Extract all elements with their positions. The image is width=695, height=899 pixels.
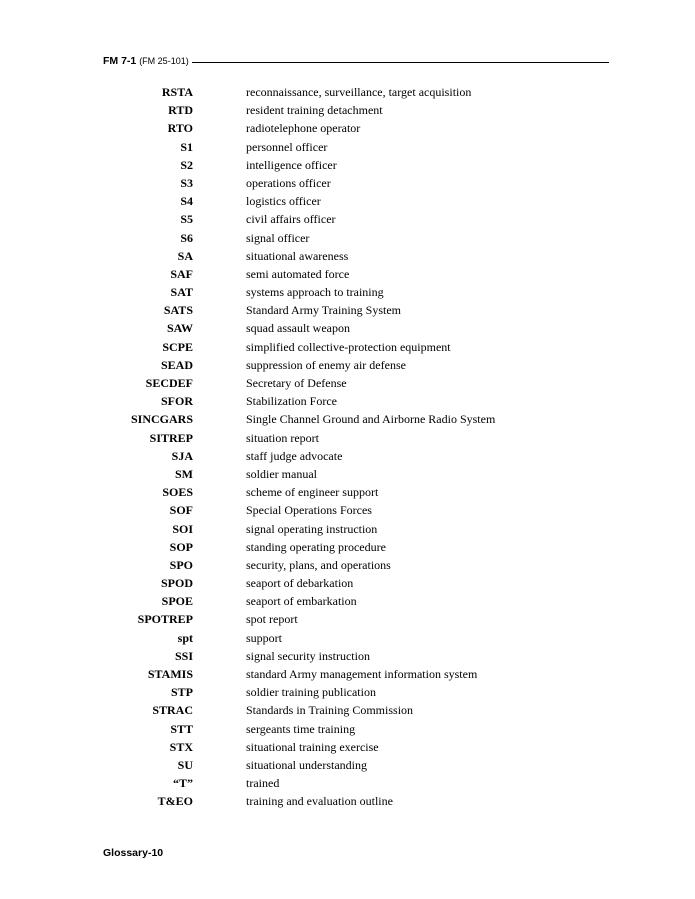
glossary-abbreviation: S3 [180, 175, 193, 190]
glossary-definition: standard Army management information system [246, 667, 478, 681]
glossary-entry [0, 175, 695, 193]
glossary-abbreviation: STP [170, 685, 193, 700]
glossary-abbreviation: RSTA [161, 85, 193, 99]
glossary-list [0, 84, 695, 812]
glossary-entry [0, 375, 695, 393]
glossary-definition: support [246, 630, 282, 645]
glossary-abbreviation: S2 [180, 157, 193, 172]
glossary-entry [0, 739, 695, 757]
glossary-entry [0, 193, 695, 211]
glossary-entry [0, 320, 695, 338]
glossary-entry [0, 139, 695, 157]
glossary-abbreviation: SU [177, 757, 193, 772]
header-rule [192, 62, 609, 63]
glossary-entry [0, 502, 695, 520]
glossary-abbreviation: SPO [169, 557, 193, 572]
glossary-abbreviation: SSI [174, 648, 193, 663]
glossary-entry [0, 466, 695, 484]
glossary-abbreviation: S4 [180, 194, 193, 209]
glossary-entry [0, 266, 695, 284]
glossary-definition: reconnaissance, surveillance, target acquisition [246, 85, 472, 99]
glossary-abbreviation: SFOR [160, 394, 193, 409]
glossary-definition: soldier training publication [246, 685, 376, 700]
glossary-definition: intelligence officer [246, 157, 337, 172]
glossary-entry [0, 484, 695, 502]
glossary-abbreviation: S1 [180, 139, 193, 154]
glossary-definition: civil affairs officer [246, 212, 336, 227]
glossary-entry [0, 120, 695, 138]
glossary-entry [0, 684, 695, 702]
glossary-abbreviation: “T” [172, 776, 193, 791]
glossary-definition: squad assault weapon [246, 321, 350, 336]
manual-subcode: (FM 25-101) [139, 56, 189, 66]
glossary-definition: seaport of debarkation [246, 576, 354, 591]
glossary-entry [0, 430, 695, 448]
glossary-entry [0, 448, 695, 466]
glossary-abbreviation: SPOE [161, 594, 193, 609]
glossary-definition: Standard Army Training System [246, 303, 402, 318]
glossary-entry [0, 102, 695, 120]
glossary-definition: Secretary of Defense [246, 376, 347, 390]
glossary-abbreviation: SM [175, 466, 193, 481]
glossary-abbreviation: SOP [169, 539, 193, 554]
glossary-abbreviation: STRAC [152, 703, 193, 718]
glossary-abbreviation: SECDEF [145, 376, 193, 390]
glossary-abbreviation: spt [177, 630, 193, 645]
glossary-definition: Single Channel Ground and Airborne Radio System [246, 412, 496, 427]
glossary-definition: signal security instruction [246, 648, 370, 663]
glossary-entry [0, 393, 695, 411]
glossary-definition: suppression of enemy air defense [246, 357, 406, 372]
glossary-abbreviation: SATS [163, 303, 193, 318]
glossary-abbreviation: SCPE [162, 339, 193, 354]
glossary-definition: radiotelephone operator [246, 121, 361, 136]
glossary-definition: soldier manual [246, 466, 317, 481]
glossary-entry [0, 648, 695, 666]
glossary-entry [0, 557, 695, 575]
glossary-abbreviation: SAW [166, 321, 193, 336]
glossary-abbreviation: SOI [172, 521, 193, 536]
glossary-abbreviation: SOES [162, 485, 193, 500]
glossary-abbreviation: T&EO [157, 794, 193, 809]
glossary-definition: sergeants time training [246, 721, 356, 736]
manual-code: FM 7-1 [103, 55, 137, 67]
glossary-definition: signal officer [246, 230, 310, 245]
glossary-definition: Special Operations Forces [246, 503, 372, 518]
glossary-definition: semi automated force [246, 266, 350, 281]
glossary-abbreviation: S5 [180, 212, 193, 227]
glossary-abbreviation: SOF [169, 503, 193, 518]
glossary-definition: seaport of embarkation [246, 594, 357, 609]
glossary-definition: signal operating instruction [246, 521, 378, 536]
glossary-definition: spot report [246, 612, 298, 627]
glossary-entry [0, 775, 695, 793]
manual-number [103, 55, 189, 67]
glossary-abbreviation: SAF [170, 266, 193, 281]
glossary-entry [0, 611, 695, 629]
glossary-entry [0, 721, 695, 739]
glossary-abbreviation: SA [177, 248, 193, 263]
glossary-definition: situation report [246, 430, 319, 445]
glossary-definition: resident training detachment [246, 103, 383, 118]
glossary-abbreviation: SINCGARS [130, 412, 193, 427]
glossary-definition: security, plans, and operations [246, 557, 391, 572]
glossary-definition: personnel officer [246, 139, 328, 154]
glossary-abbreviation: SITREP [149, 430, 193, 445]
glossary-definition: situational understanding [246, 757, 367, 772]
glossary-definition: staff judge advocate [246, 448, 343, 463]
glossary-entry [0, 339, 695, 357]
glossary-entry [0, 793, 695, 811]
glossary-definition: Stabilization Force [246, 394, 337, 409]
glossary-definition: systems approach to training [246, 285, 384, 300]
glossary-definition: training and evaluation outline [246, 794, 393, 809]
glossary-abbreviation: STT [170, 721, 193, 736]
glossary-entry [0, 666, 695, 684]
glossary-abbreviation: SPOTREP [137, 612, 193, 627]
page-header [103, 55, 609, 69]
glossary-entry [0, 521, 695, 539]
glossary-definition: simplified collective-protection equipment [246, 339, 451, 354]
glossary-definition: trained [246, 776, 280, 791]
glossary-entry [0, 211, 695, 229]
glossary-abbreviation: SPOD [160, 576, 193, 591]
glossary-abbreviation: SJA [171, 448, 193, 463]
glossary-entry [0, 84, 695, 102]
page-number: Glossary-10 [103, 847, 164, 859]
glossary-abbreviation: SAT [170, 285, 193, 300]
glossary-entry [0, 411, 695, 429]
glossary-definition: logistics officer [246, 194, 321, 209]
glossary-entry [0, 702, 695, 720]
glossary-definition: situational awareness [246, 248, 349, 263]
glossary-abbreviation: RTD [168, 103, 193, 118]
glossary-entry [0, 630, 695, 648]
glossary-abbreviation: SEAD [160, 357, 193, 372]
glossary-entry [0, 575, 695, 593]
glossary-entry [0, 593, 695, 611]
glossary-entry [0, 539, 695, 557]
glossary-entry [0, 230, 695, 248]
glossary-entry [0, 284, 695, 302]
glossary-entry [0, 757, 695, 775]
glossary-entry [0, 157, 695, 175]
glossary-abbreviation: S6 [180, 230, 193, 245]
glossary-abbreviation: RTO [167, 121, 193, 136]
glossary-definition: scheme of engineer support [246, 485, 379, 500]
glossary-entry [0, 357, 695, 375]
glossary-entry [0, 302, 695, 320]
glossary-definition: Standards in Training Commission [246, 703, 414, 718]
glossary-definition: standing operating procedure [246, 539, 386, 554]
glossary-abbreviation: STX [169, 739, 193, 754]
glossary-abbreviation: STAMIS [147, 667, 193, 681]
glossary-definition: situational training exercise [246, 739, 379, 754]
glossary-definition: operations officer [246, 175, 331, 190]
glossary-entry [0, 248, 695, 266]
